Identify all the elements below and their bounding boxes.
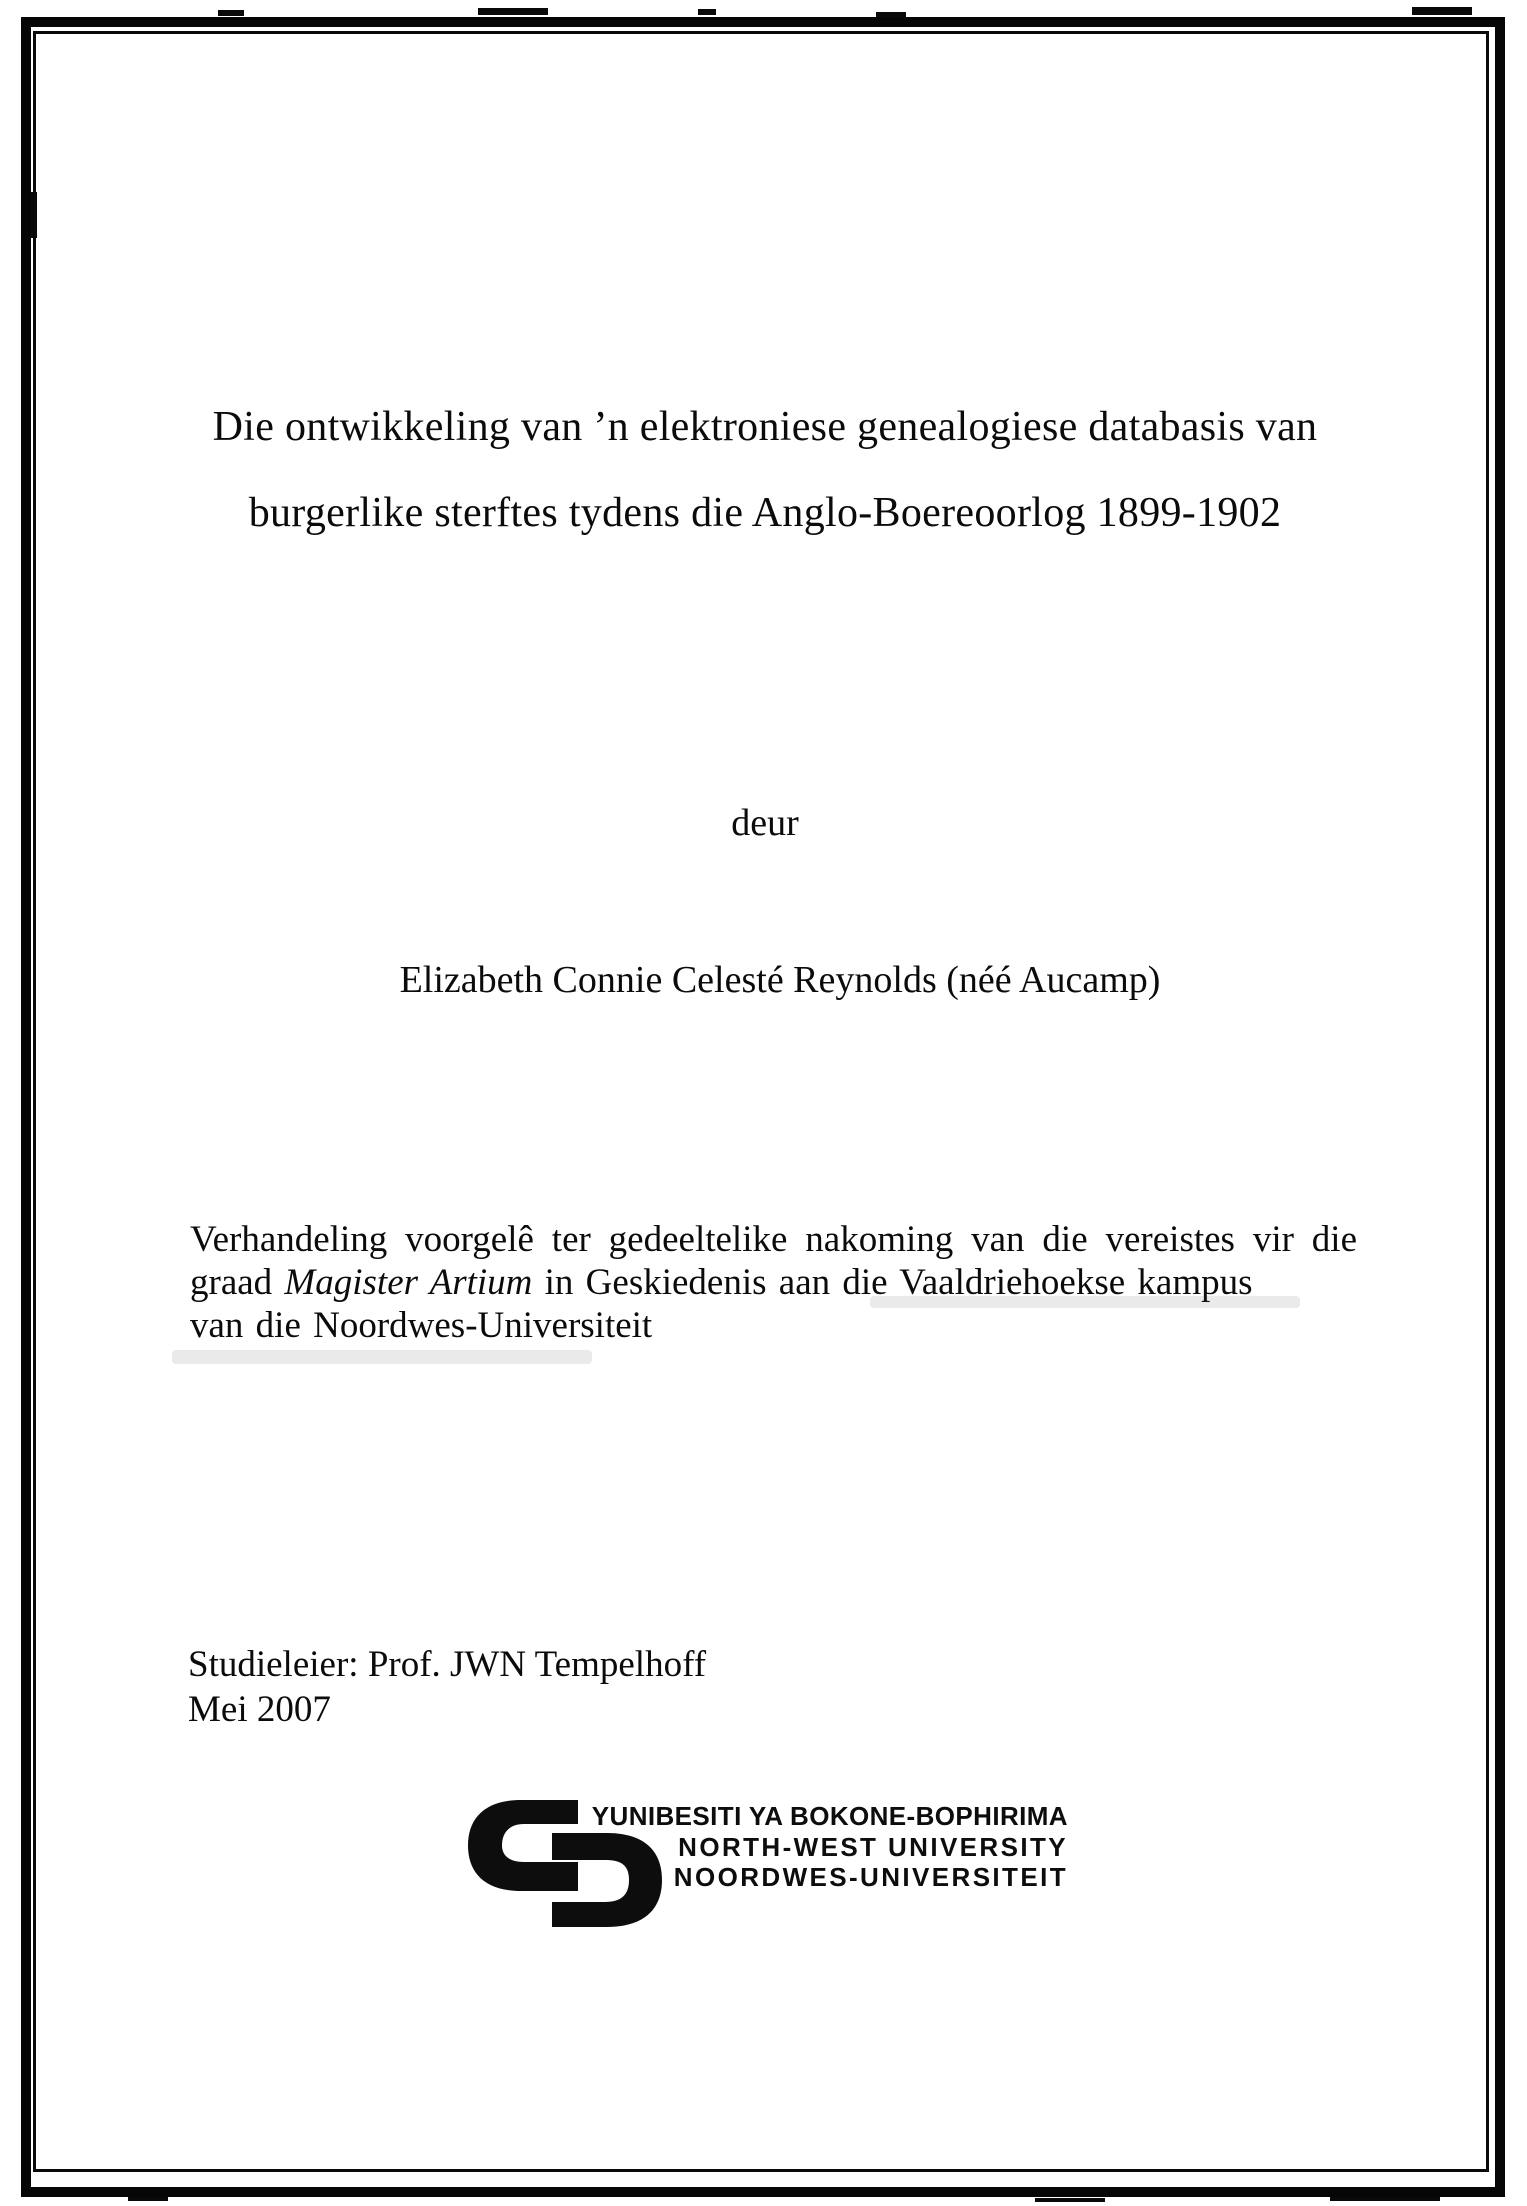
byline-deur: deur <box>731 802 799 844</box>
logo-text-setswana: YUNIBESITI YA BOKONE-BOPHIRIMA <box>591 1801 1068 1831</box>
degree-name-italic: Magister Artium <box>284 1262 533 1303</box>
university-logo-text <box>588 1801 1068 1893</box>
thesis-title <box>85 384 1445 556</box>
supervisor-block <box>188 1642 1088 1732</box>
scan-artifact <box>128 2197 168 2201</box>
date-line: Mei 2007 <box>188 1689 331 1730</box>
submission-statement <box>190 1218 1357 1347</box>
scan-artifact <box>698 9 716 15</box>
logo-text-afrikaans: NOORDWES-UNIVERSITEIT <box>673 1862 1068 1892</box>
scan-artifact <box>1412 7 1472 15</box>
university-logo <box>465 1796 1085 1941</box>
author-name: Elizabeth Connie Celesté Reynolds (néé Aucamp) <box>399 959 1161 1001</box>
scan-artifact <box>478 8 548 15</box>
scan-artifact <box>1035 2198 1105 2202</box>
scan-artifact <box>218 10 244 16</box>
scan-ghosting <box>172 1350 592 1364</box>
scan-artifact <box>1330 2197 1440 2201</box>
statement-line-2-pre: graad <box>190 1262 285 1303</box>
statement-line-3: van die Noordwes-Universiteit <box>190 1305 653 1346</box>
logo-text-english: NORTH-WEST UNIVERSITY <box>678 1831 1068 1862</box>
thesis-title-line-1: Die ontwikkeling van ’n elektroniese genealogiese databasis van <box>212 404 1318 450</box>
scan-ghosting <box>870 1296 1300 1308</box>
thesis-title-line-2: burgerlike sterftes tydens die Anglo-Boereoorlog 1899-1902 <box>248 490 1282 536</box>
statement-line-1: Verhandeling voorgelê ter gedeeltelike nakoming van die vereistes vir die <box>190 1219 1357 1260</box>
statement-line-2-post: in Geskiedenis aan die Vaaldriehoekse kampus <box>532 1262 1253 1303</box>
supervisor-line: Studieleier: Prof. JWN Tempelhoff <box>188 1644 707 1685</box>
